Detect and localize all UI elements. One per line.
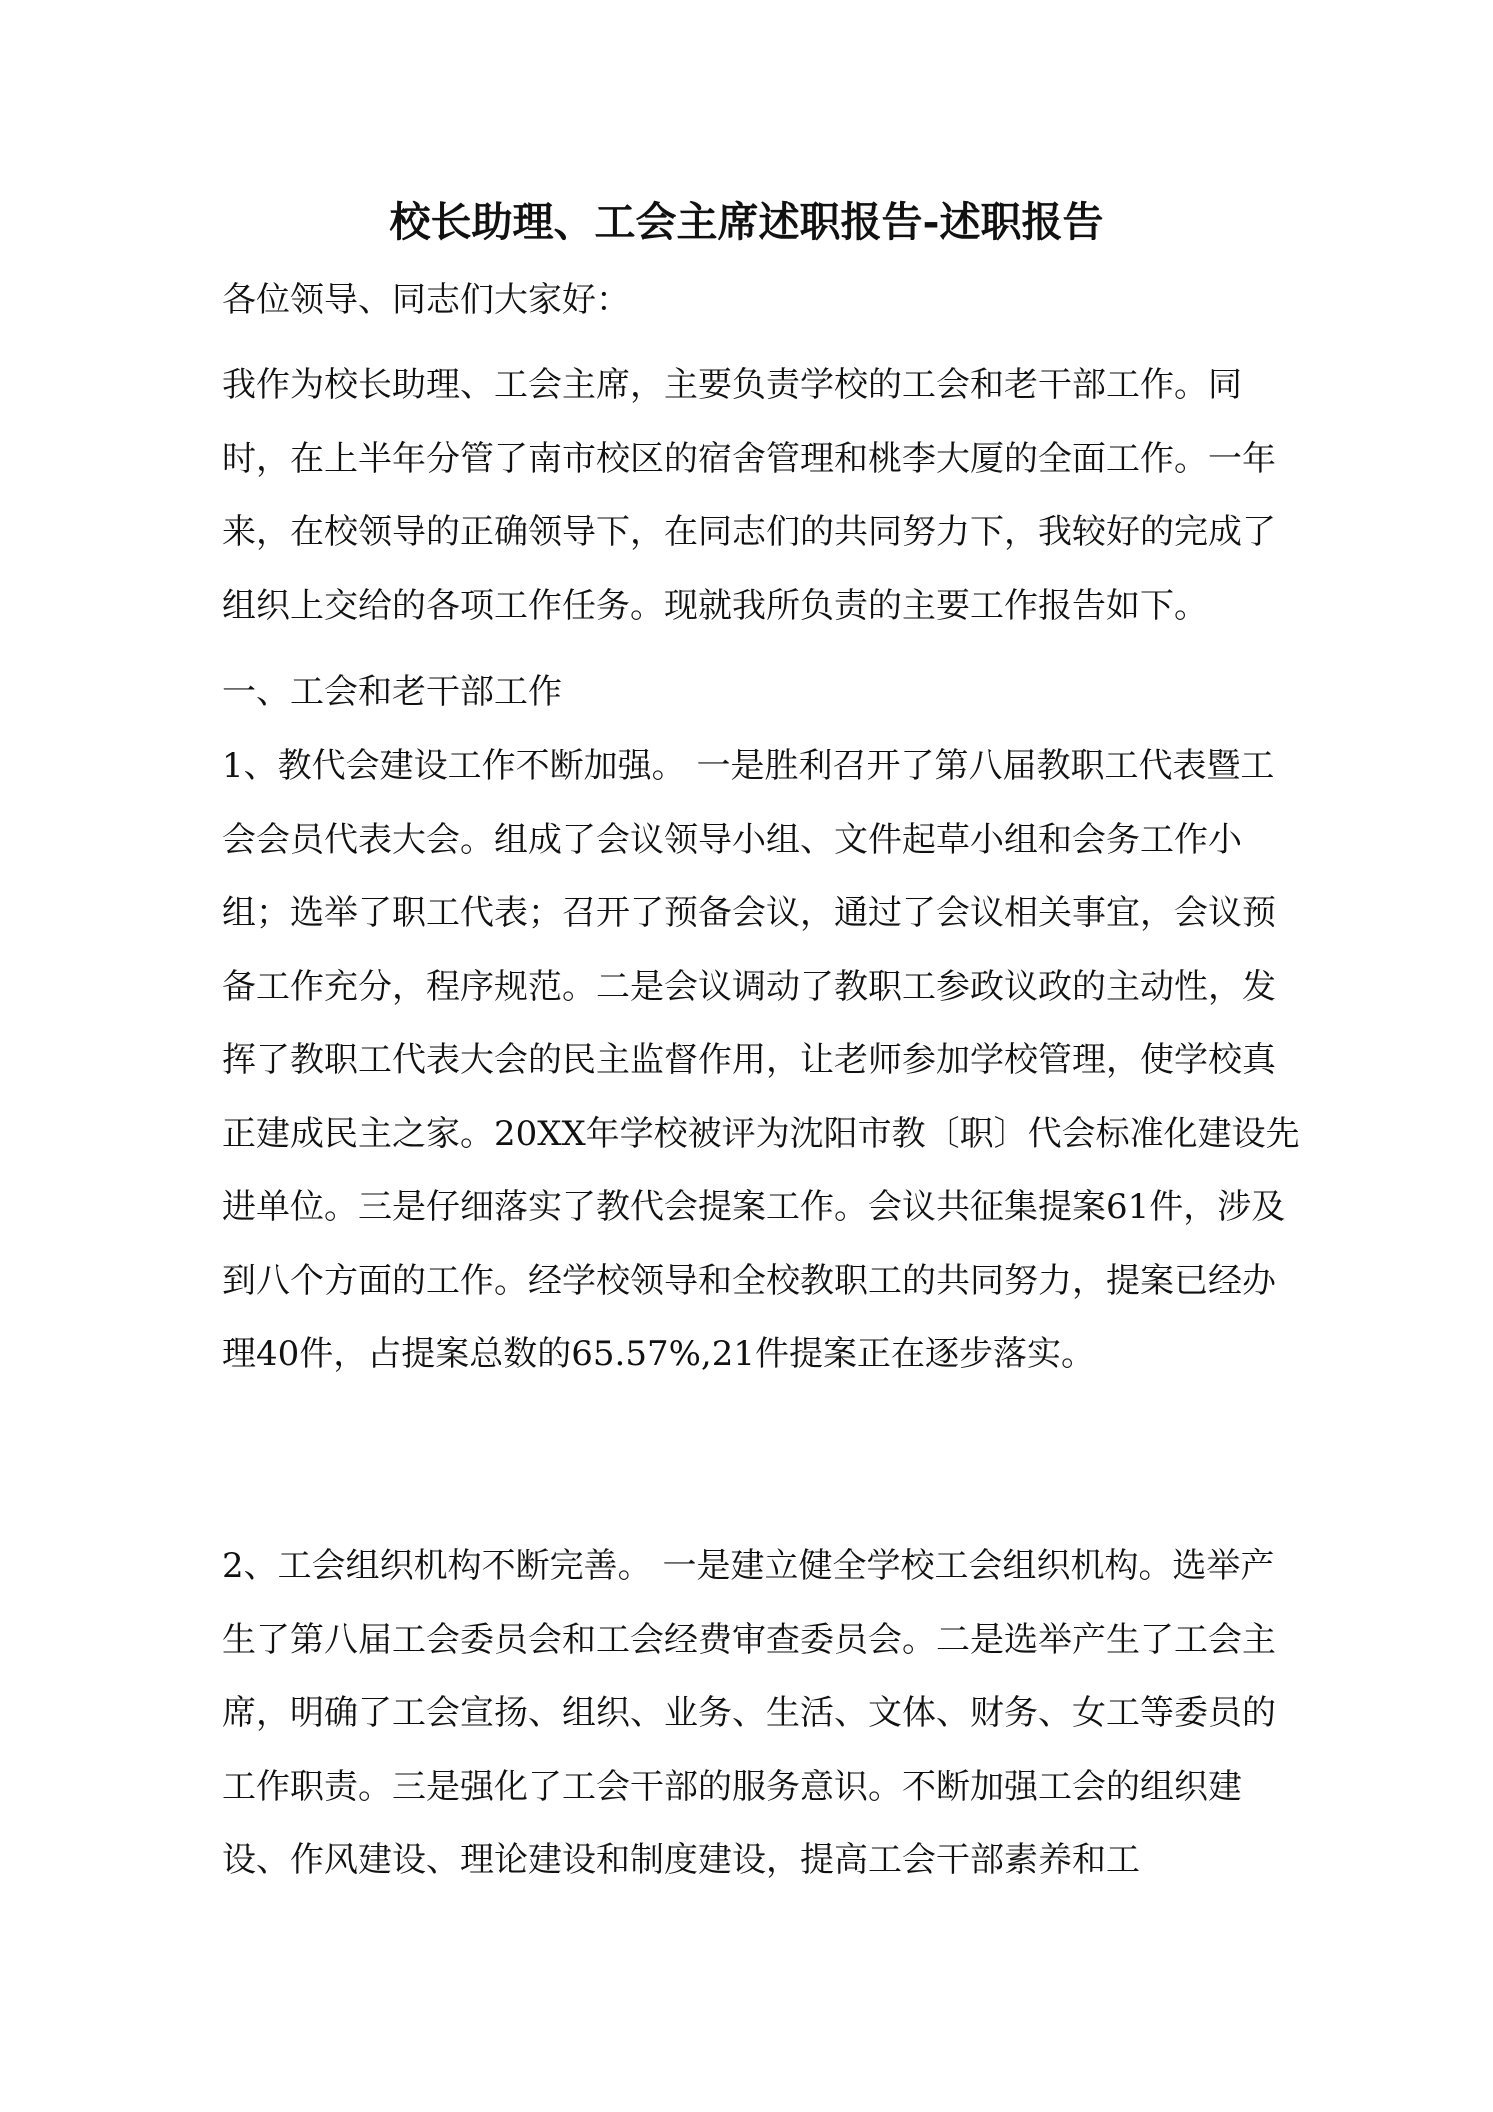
intro-paragraph: 我作为校长助理、工会主席，主要负责学校的工会和老干部工作。同时，在上半年分管了南市校区的宿舍管理和桃李大厦的全面工作。一年来，在校领导的正确领导下，在同志们的共同努力下，我较好的完成了组织上交给的各项工作任务。现就我所负责的主要工作报告如下。: [222, 365, 1276, 626]
section-heading: 一、工会和老干部工作: [222, 672, 562, 712]
document-title: 校长助理、工会主席述职报告-述职报告: [389, 198, 1104, 246]
item-1-paragraph: 1、教代会建设工作不断加强。 一是胜利召开了第八届教职工代表暨工会会员代表大会。组成了会议领导小组、文件起草小组和会务工作小组；选举了职工代表；召开了预备会议，通过了会议相关事宜，会议预备工作充分，程序规范。二是会议调动了教职工参政议政的主动性，发挥了教职工代表大会的民主监督作用，让老师参加学校管理，使学校真正建成民主之家。20XX年学校被评为沈阳市教〔职〕代会标准化建设先进单位。三是仔细落实了教代会提案工作。会议共征集提案61件，涉及到八个方面的工作。经学校领导和全校教职工的共同努力，提案已经办理40件，占提案总数的65.57%,21件提案正在逐步落实。: [222, 746, 1300, 1374]
greeting-paragraph: 各位领导、同志们大家好：: [222, 280, 630, 320]
item-2-paragraph: 2、工会组织机构不断完善。 一是建立健全学校工会组织机构。选举产生了第八届工会委员会和工会经费审查委员会。二是选举产生了工会主席，明确了工会宣扬、组织、业务、生活、文体、财务、女工等委员的工作职责。三是强化了工会干部的服务意识。不断加强工会的组织建设、作风建设、理论建设和制度建设，提高工会干部素养和工: [222, 1546, 1276, 1880]
